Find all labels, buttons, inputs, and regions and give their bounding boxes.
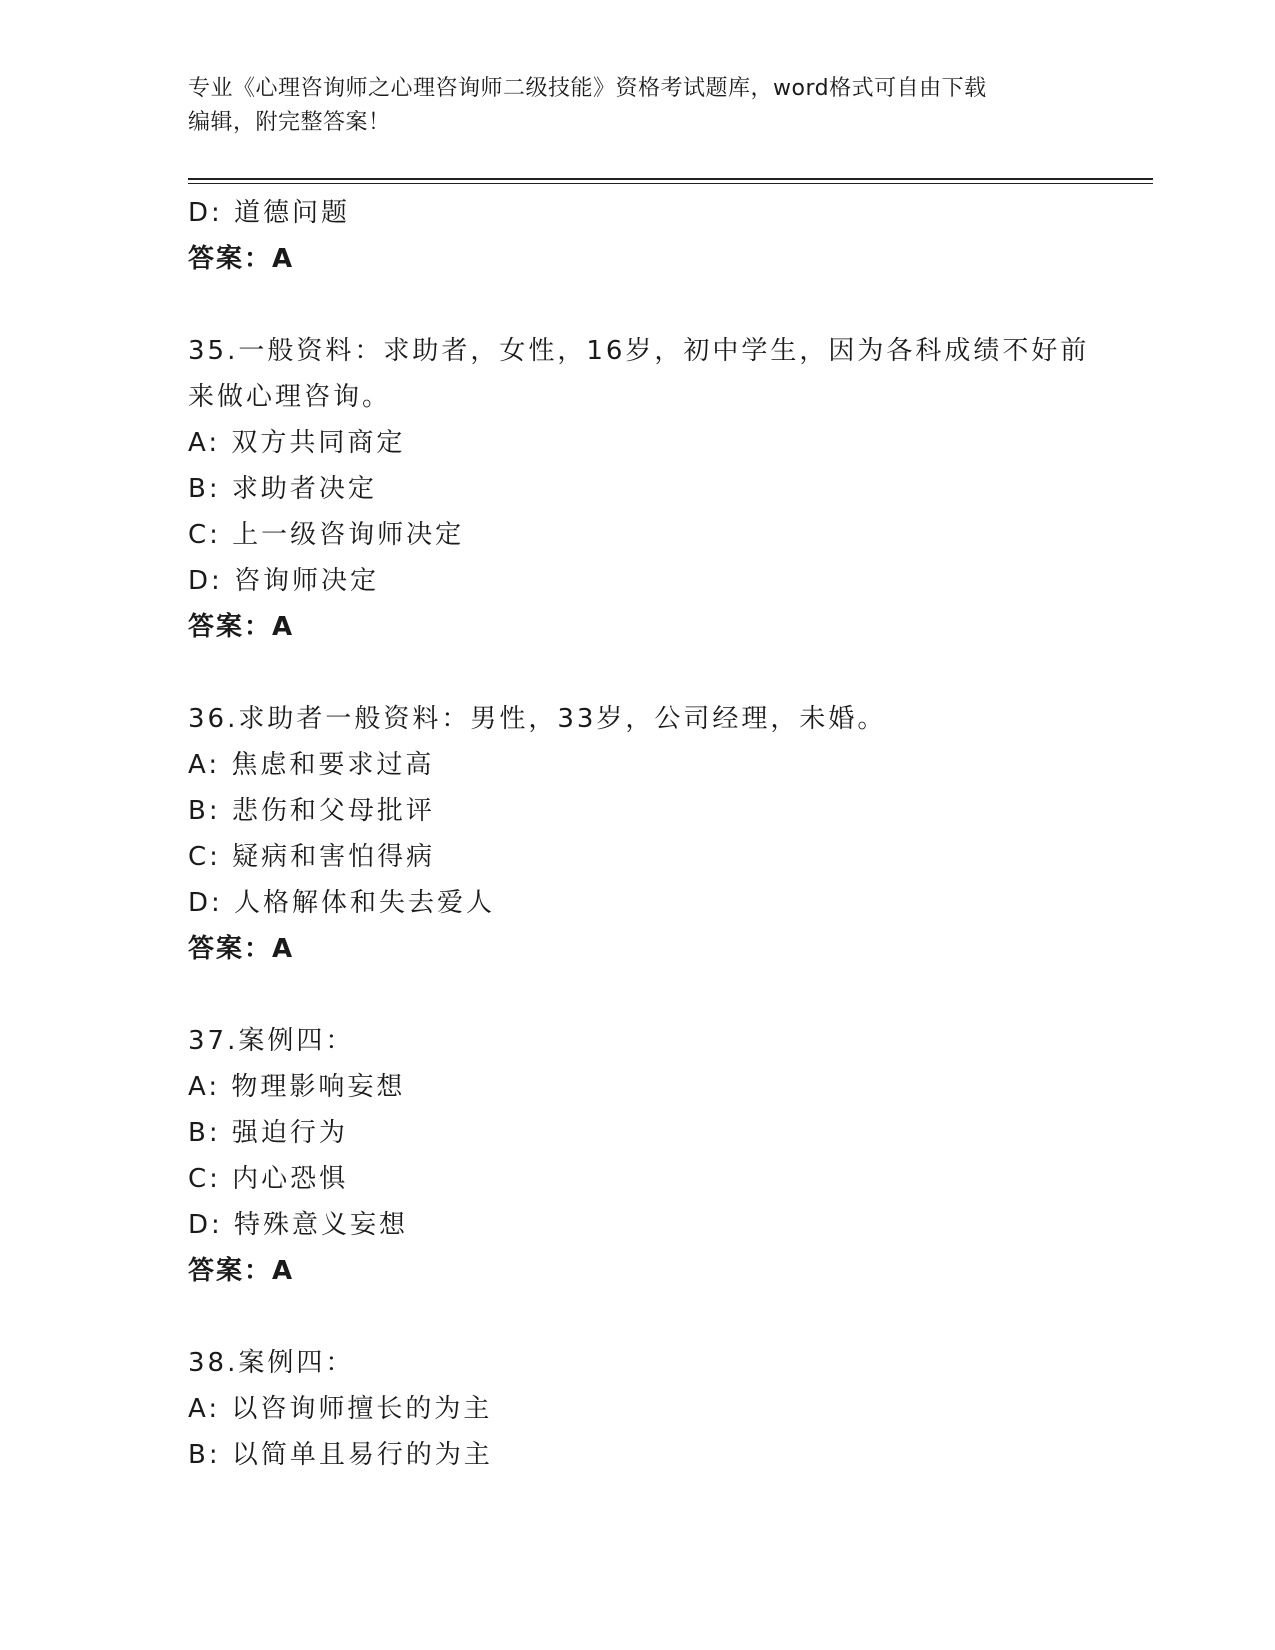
option-a: A: 物理影响妄想 xyxy=(188,1072,406,1102)
spacer xyxy=(188,282,1148,328)
question-stem: 来做心理咨询。 xyxy=(188,382,392,412)
spacer xyxy=(188,1294,1148,1340)
spacer xyxy=(188,972,1148,1018)
header-line-2: 编辑，附完整答案！ xyxy=(188,110,391,135)
exam-content xyxy=(188,190,1148,1478)
option-a: A: 双方共同商定 xyxy=(188,428,406,458)
answer: 答案：A xyxy=(188,934,295,964)
answer: 答案：A xyxy=(188,612,295,642)
question-38 xyxy=(188,1340,1148,1478)
option-b: B: 悲伤和父母批评 xyxy=(188,796,435,826)
prev-option-d: D: 道德问题 xyxy=(188,198,351,228)
question-stem: 37.案例四： xyxy=(188,1026,355,1056)
option-b: B: 求助者决定 xyxy=(188,474,377,504)
option-d: D: 咨询师决定 xyxy=(188,566,380,596)
option-a: A: 以咨询师擅长的为主 xyxy=(188,1394,493,1424)
option-b: B: 强迫行为 xyxy=(188,1118,348,1148)
option-c: C: 上一级咨询师决定 xyxy=(188,520,465,550)
question-35 xyxy=(188,328,1148,650)
header-line-1: 专业《心理咨询师之心理咨询师二级技能》资格考试题库，word格式可自由下载 xyxy=(188,76,987,101)
question-stem: 35.一般资料：求助者，女性，16岁，初中学生，因为各科成绩不好前 xyxy=(188,336,1090,366)
question-36 xyxy=(188,696,1148,972)
prev-answer: 答案：A xyxy=(188,244,295,274)
answer: 答案：A xyxy=(188,1256,295,1286)
question-stem: 38.案例四： xyxy=(188,1348,355,1378)
question-37 xyxy=(188,1018,1148,1294)
option-b: B: 以简单且易行的为主 xyxy=(188,1440,493,1470)
option-d: D: 人格解体和失去爱人 xyxy=(188,888,496,918)
header-rule-thick xyxy=(188,178,1153,180)
option-a: A: 焦虑和要求过高 xyxy=(188,750,435,780)
page-header xyxy=(188,72,1088,140)
spacer xyxy=(188,650,1148,696)
header-rule-thin xyxy=(188,183,1153,184)
option-c: C: 疑病和害怕得病 xyxy=(188,842,436,872)
option-c: C: 内心恐惧 xyxy=(188,1164,349,1194)
question-stem: 36.求助者一般资料：男性，33岁，公司经理，未婚。 xyxy=(188,704,887,734)
option-d: D: 特殊意义妄想 xyxy=(188,1210,409,1240)
